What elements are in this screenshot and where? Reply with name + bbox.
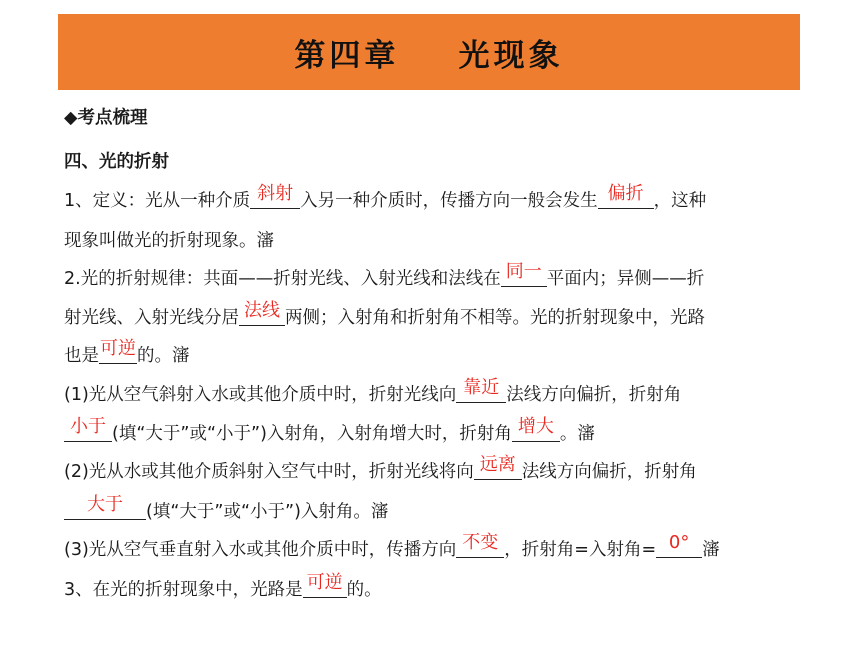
blank (99, 338, 137, 364)
text: 现象叫做光的折射现象。瀋 (64, 231, 274, 251)
section-label: ◆考点梳理 (64, 108, 148, 128)
answer: 远离 (479, 454, 516, 475)
text: 的。瀋 (137, 346, 190, 366)
text: (3)光从空气垂直射入水或其他介质中时，传播方向 (64, 540, 457, 560)
text: 瀋 (702, 540, 720, 560)
line-case-2 (64, 454, 697, 484)
blank (64, 416, 112, 442)
answer: 可逆 (306, 572, 343, 593)
text: 平面内；异侧——折 (546, 269, 705, 289)
text: (2)光从水或其他介质斜射入空气中时，折射光线将向 (64, 462, 474, 482)
blank (656, 532, 702, 558)
line-reversible (64, 338, 190, 368)
blank (250, 183, 300, 209)
blank (456, 377, 506, 403)
blank (239, 300, 285, 326)
text: 3、在光的折射现象中，光路是 (64, 580, 303, 600)
answer: 偏折 (607, 183, 644, 204)
text: 的。 (346, 580, 382, 600)
answer: 0° (668, 532, 690, 553)
line-case-3 (64, 532, 720, 562)
line-case-2-cont (64, 494, 389, 524)
blank (501, 261, 547, 287)
answer: 大于 (87, 494, 123, 515)
blank (512, 416, 560, 442)
text: 1、定义：光从一种介质 (64, 191, 251, 211)
answer: 可逆 (100, 338, 136, 359)
text: 射光线、入射光线分居 (64, 308, 239, 328)
line-rule (64, 261, 705, 291)
answer: 增大 (517, 416, 554, 437)
line-case-1 (64, 377, 682, 407)
text: ，这种 (653, 191, 707, 211)
section-title: 四、光的折射 (64, 152, 169, 172)
blank (64, 494, 146, 520)
text: ，折射角=入射角= (504, 540, 657, 560)
blank (598, 183, 654, 209)
text: 法线方向偏折，折射角 (521, 462, 697, 482)
line-definition (64, 183, 707, 213)
blank (303, 572, 347, 598)
line-case-1-cont (64, 416, 595, 446)
answer: 同一 (505, 261, 542, 282)
text: (填“大于”或“小于”)入射角，入射角增大时，折射角 (112, 424, 512, 444)
text: 两侧；入射角和折射角不相等。光的折射现象中，光路 (285, 308, 705, 328)
blank (456, 532, 504, 558)
text: (1)光从空气斜射入水或其他介质中时，折射光线向 (64, 385, 457, 405)
answer: 斜射 (257, 183, 294, 204)
answer: 靠近 (463, 377, 500, 398)
text: 。瀋 (559, 424, 595, 444)
chapter-banner (58, 14, 800, 90)
line-definition-cont (64, 229, 274, 253)
text: 2.光的折射规律：共面——折射光线、入射光线和法线在 (64, 269, 501, 289)
text: 法线方向偏折，折射角 (506, 385, 682, 405)
chapter-title: 第四章 光现象 (294, 37, 564, 74)
text: 入另一种介质时，传播方向一般会发生 (300, 191, 598, 211)
line-summary (64, 572, 382, 602)
answer: 不变 (462, 532, 499, 553)
blank (474, 454, 522, 480)
answer: 小于 (70, 416, 106, 437)
answer: 法线 (244, 300, 280, 321)
line-rule-cont (64, 300, 705, 330)
text: (填“大于”或“小于”)入射角。瀋 (146, 502, 389, 522)
text: 也是 (64, 346, 99, 366)
